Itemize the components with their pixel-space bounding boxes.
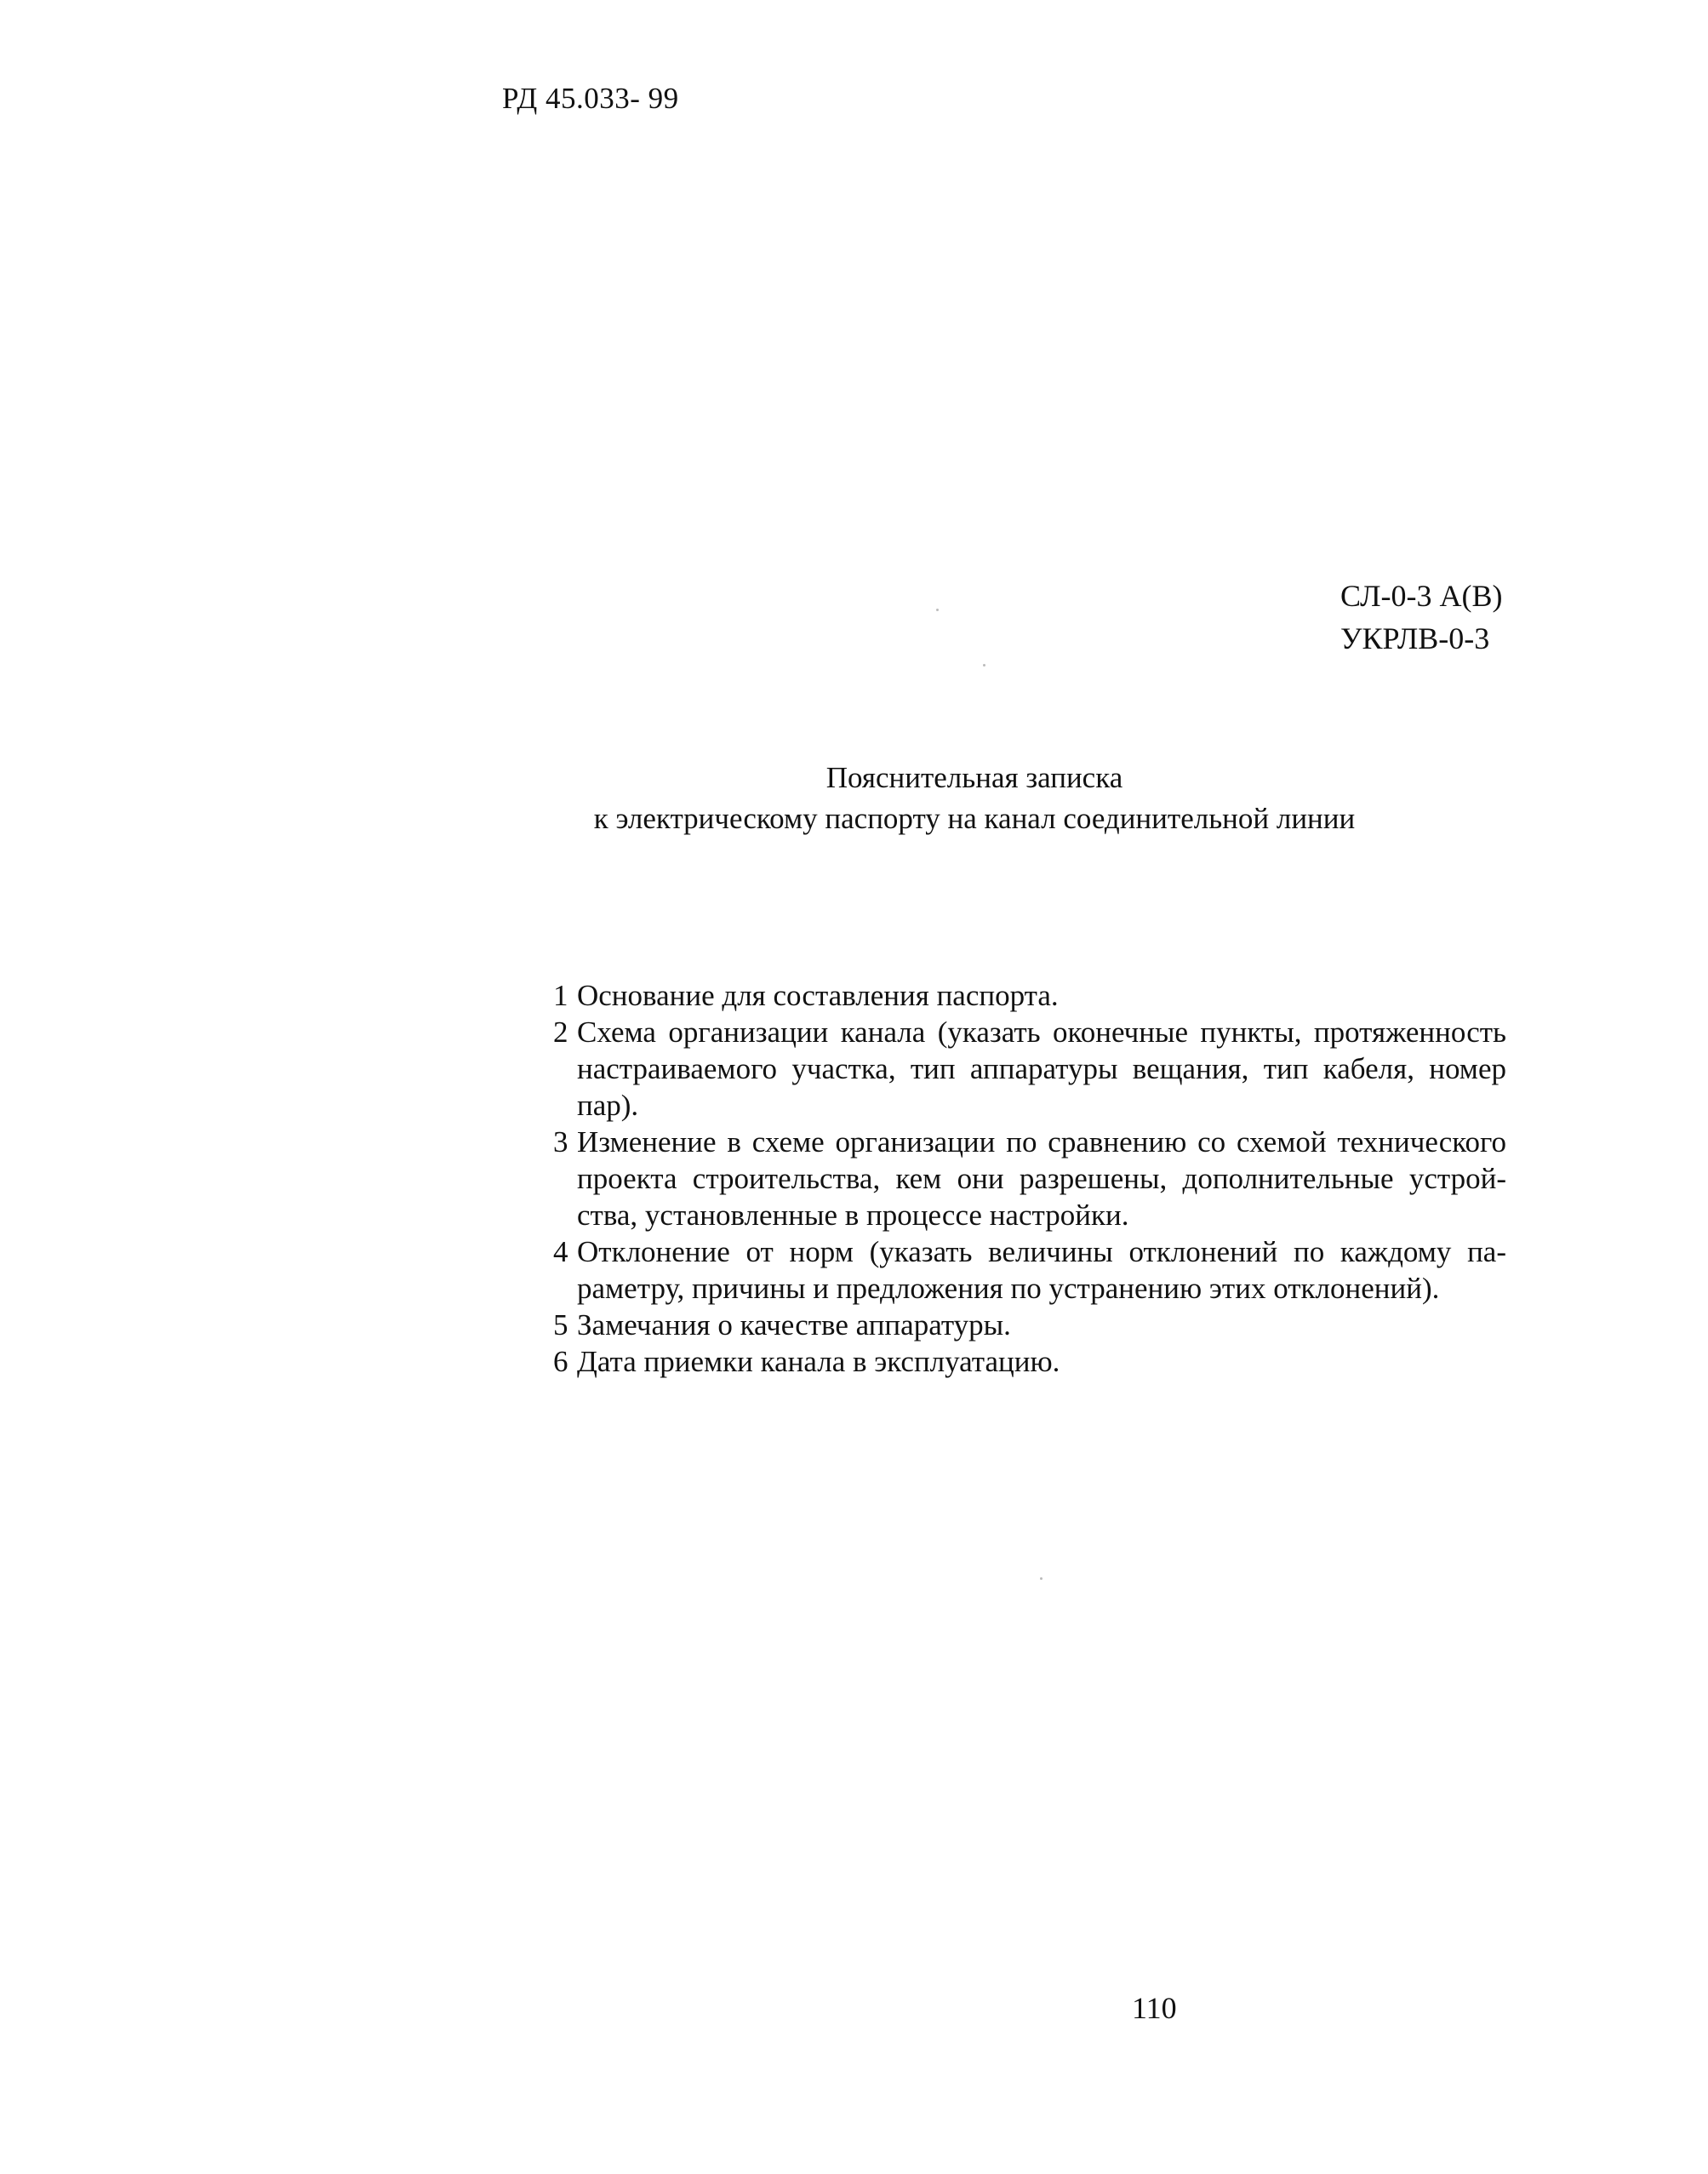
list-item — [553, 1124, 1506, 1233]
title-line-1: Пояснительная записка — [825, 761, 1123, 794]
item-number: 2 — [553, 1015, 568, 1049]
document-code: РД 45.033- 99 — [502, 82, 679, 115]
list-item — [553, 977, 1506, 1014]
form-code-line-2: УКРЛВ-0-3 — [1340, 621, 1490, 655]
list-item — [553, 1233, 1506, 1307]
item-number: 6 — [553, 1345, 568, 1378]
item-number: 4 — [553, 1235, 568, 1268]
list-item — [553, 1307, 1506, 1343]
list-item — [553, 1343, 1506, 1380]
scan-speck — [1040, 1577, 1043, 1580]
item-number: 3 — [553, 1125, 568, 1159]
item-text: Схема организации канала (указать оконечные пункты, протяженность настраиваемого участка, тип аппаратуры вещания, тип кабеля, номер пар). — [577, 1015, 1506, 1122]
item-number: 1 — [553, 979, 568, 1012]
item-text: Основание для составления паспорта. — [577, 979, 1059, 1012]
list-item — [553, 1014, 1506, 1124]
items-list — [553, 977, 1506, 1380]
item-text: Изменение в схеме организации по сравнению со схемой технического проекта строительства, кем они разрешены, дополнительные устрой-ства, установленные в процессе настройки. — [577, 1125, 1506, 1232]
document-title — [545, 758, 1404, 839]
title-line-2: к электрическому паспорту на канал соединительной линии — [593, 802, 1356, 835]
form-code-line-1: СЛ-0-3 А(В) — [1340, 579, 1503, 613]
item-number: 5 — [553, 1308, 568, 1342]
scan-speck — [936, 609, 939, 611]
page-number: 110 — [1132, 1991, 1177, 2025]
item-text: Замечания о качестве аппаратуры. — [577, 1308, 1011, 1342]
scan-speck — [983, 664, 985, 667]
item-text: Дата приемки канала в эксплуатацию. — [577, 1345, 1060, 1378]
form-codes — [1340, 575, 1503, 660]
item-text: Отклонение от норм (указать величины отклонений по каждому па-раметру, причины и предложения по устранению этих отклонений). — [577, 1235, 1506, 1305]
